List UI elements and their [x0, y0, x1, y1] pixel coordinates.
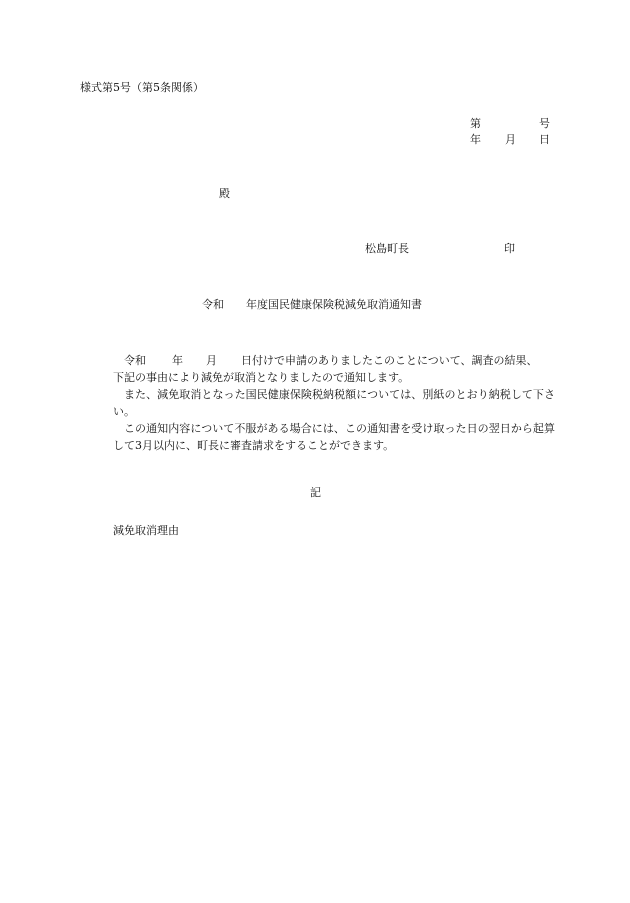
- body-rest: 日付けで申請のありましたこのことについて、調査の結果、: [241, 354, 538, 367]
- body-month: 月: [206, 354, 217, 367]
- body-line-2: 下記の事由により減免が取消となりましたので通知します。: [113, 371, 410, 384]
- title-era: 令和: [202, 298, 224, 311]
- document-number-line: [0, 117, 630, 131]
- date-day: 日: [539, 133, 550, 146]
- ki-heading: 記: [310, 486, 321, 499]
- reason-label: 減免取消理由: [113, 524, 179, 537]
- date-month: 月: [505, 133, 516, 146]
- title-text: 年度国民健康保険税減免取消通知書: [246, 298, 422, 311]
- body-era: 令和: [124, 354, 146, 367]
- number-suffix: 号: [539, 117, 550, 130]
- issuer-name: 松島町長: [365, 242, 409, 255]
- body-paragraph-3: この通知内容について不服がある場合には、この通知書を受け取った日の翌日から起算して3月以内に、町長に審査請求をすることができます。: [113, 422, 555, 452]
- body-year: 年: [172, 354, 183, 367]
- addressee-honorific: 殿: [219, 187, 230, 200]
- document-title: [0, 298, 630, 312]
- body-paragraph-1-line-1: [113, 352, 555, 369]
- number-prefix: 第: [470, 117, 481, 130]
- notice-body: [113, 352, 555, 454]
- document-date-line: [0, 133, 630, 147]
- date-year: 年: [470, 133, 481, 146]
- form-label: 様式第5号（第5条関係）: [80, 81, 204, 94]
- issuer-line: [0, 242, 630, 256]
- seal-mark: 印: [504, 242, 515, 255]
- body-paragraph-2: また、減免取消となった国民健康保険税納税額については、別紙のとおり納税して下さい。: [113, 388, 555, 418]
- body-paragraph-1-line-2: [113, 369, 555, 386]
